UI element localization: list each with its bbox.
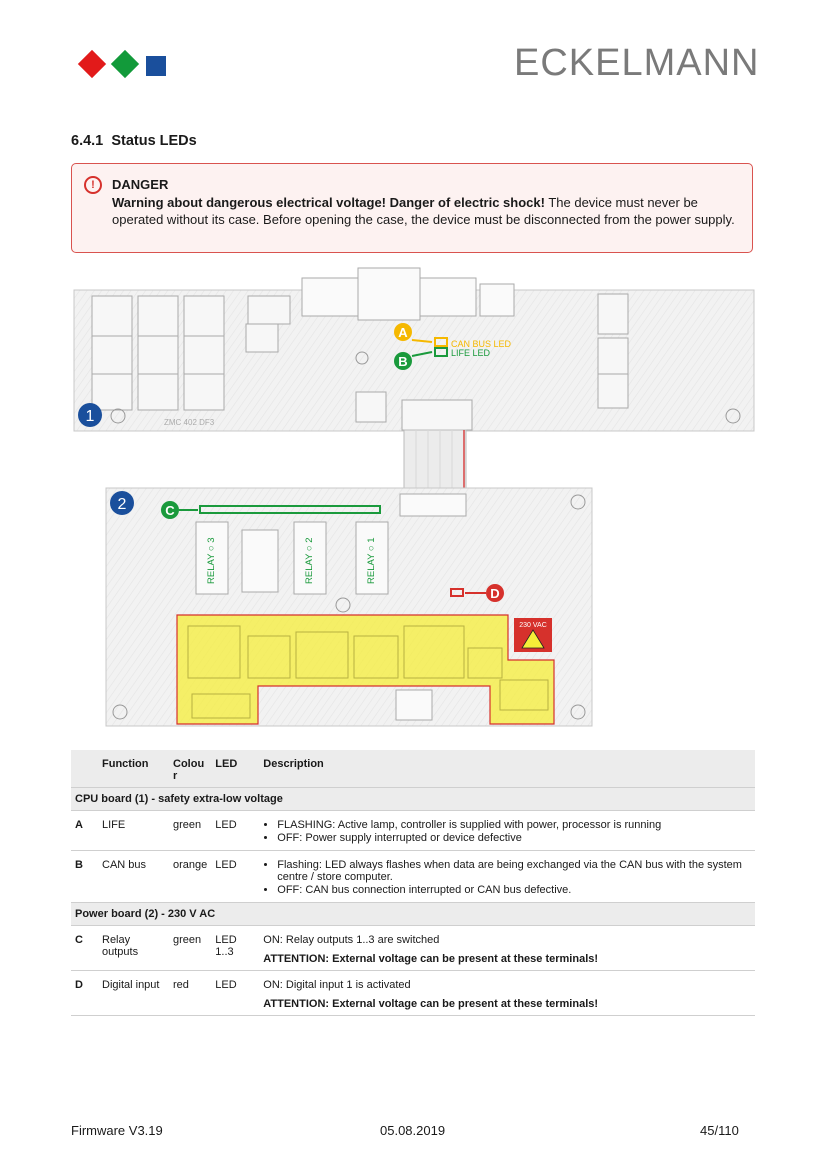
footer-page: 45/110	[700, 1123, 739, 1138]
table-header-row	[71, 750, 755, 788]
row-description	[259, 926, 755, 971]
description-bullet: • FLASHING: Active lamp, controller is supplied with power, processor is running	[277, 819, 751, 831]
row-description	[259, 971, 755, 1016]
row-colour: red	[169, 971, 211, 1016]
led-status-table	[71, 750, 755, 1016]
row-key: C	[71, 926, 98, 971]
row-led: LED	[211, 851, 259, 903]
attention-text: ATTENTION: External voltage can be present at these terminals!	[263, 998, 599, 1010]
table-row	[71, 851, 755, 903]
warning-icon: !	[84, 176, 102, 194]
footer-date: 05.08.2019	[380, 1123, 446, 1138]
marker-d: D	[490, 586, 500, 601]
board2-number: 2	[117, 496, 127, 513]
row-colour: green	[169, 926, 211, 971]
row-function: Relay outputs	[98, 926, 169, 971]
table-row	[71, 971, 755, 1016]
attention-text: ATTENTION: External voltage can be present at these terminals!	[263, 953, 599, 965]
group-cpu-board	[71, 788, 755, 811]
description-bullet: • OFF: CAN bus connection interrupted or CAN bus defective.	[277, 884, 751, 896]
row-key: A	[71, 811, 98, 851]
group-power-board-label: Power board (2) - 230 V AC	[71, 903, 755, 926]
description-text: ON: Digital input 1 is activated	[263, 979, 411, 991]
danger-body-text: The device must never be operated without its case. Before opening the case, the device must be disconnected from the power supply.	[112, 195, 735, 227]
header-description: Description	[259, 750, 755, 788]
relay2-label: RELAY ○ 2	[304, 537, 315, 584]
logo-green-diamond	[111, 50, 139, 78]
board1-label: ZMC 402 DF3	[164, 418, 215, 427]
row-colour: green	[169, 811, 211, 851]
section-title	[71, 133, 197, 149]
logo-red-diamond	[78, 50, 106, 78]
table-row	[71, 811, 755, 851]
row-function: Digital input	[98, 971, 169, 1016]
row-description	[259, 851, 755, 903]
section-number: 6.4.1	[71, 133, 104, 149]
description-text: ON: Relay outputs 1..3 are switched	[263, 934, 440, 946]
board-figure	[70, 262, 760, 732]
logo-blue-square	[146, 56, 166, 76]
header-led: LED	[211, 750, 259, 788]
row-led: LED 1..3	[211, 926, 259, 971]
marker-b: B	[398, 354, 408, 369]
board1-number: 1	[85, 408, 95, 425]
group-cpu-board-label: CPU board (1) - safety extra-low voltage	[71, 788, 755, 811]
row-colour: orange	[169, 851, 211, 903]
logo	[78, 48, 173, 80]
row-description	[259, 811, 755, 851]
brand-name: ECKELMANN	[514, 42, 760, 84]
voltage-label: 230 VAC	[519, 622, 547, 629]
table-row	[71, 926, 755, 971]
danger-title: DANGER	[112, 177, 169, 192]
description-bullet: • Flashing: LED always flashes when data are being exchanged via the CAN bus with the system centre / store computer.	[277, 859, 751, 883]
marker-c: C	[165, 503, 175, 518]
group-power-board	[71, 903, 755, 926]
can-bus-led-label: CAN BUS LED	[451, 339, 512, 349]
header-function: Function	[98, 750, 169, 788]
cpu-board	[74, 268, 754, 431]
row-function: CAN bus	[98, 851, 169, 903]
danger-bold-text: Warning about dangerous electrical voltage! Danger of electric shock!	[112, 195, 545, 210]
relay3-label: RELAY ○ 3	[206, 537, 217, 584]
header-colour: Colour	[169, 750, 211, 788]
danger-box	[71, 163, 753, 253]
section-title-text: Status LEDs	[111, 133, 197, 149]
description-bullet: • OFF: Power supply interrupted or device defective	[277, 832, 751, 844]
relay1-label: RELAY ○ 1	[366, 537, 377, 584]
row-led: LED	[211, 971, 259, 1016]
danger-text	[112, 194, 742, 228]
power-board	[106, 488, 592, 726]
marker-a: A	[398, 325, 408, 340]
row-key: B	[71, 851, 98, 903]
row-key: D	[71, 971, 98, 1016]
row-led: LED	[211, 811, 259, 851]
life-led-label: LIFE LED	[451, 348, 491, 358]
row-function: LIFE	[98, 811, 169, 851]
footer-firmware: Firmware V3.19	[71, 1123, 163, 1138]
